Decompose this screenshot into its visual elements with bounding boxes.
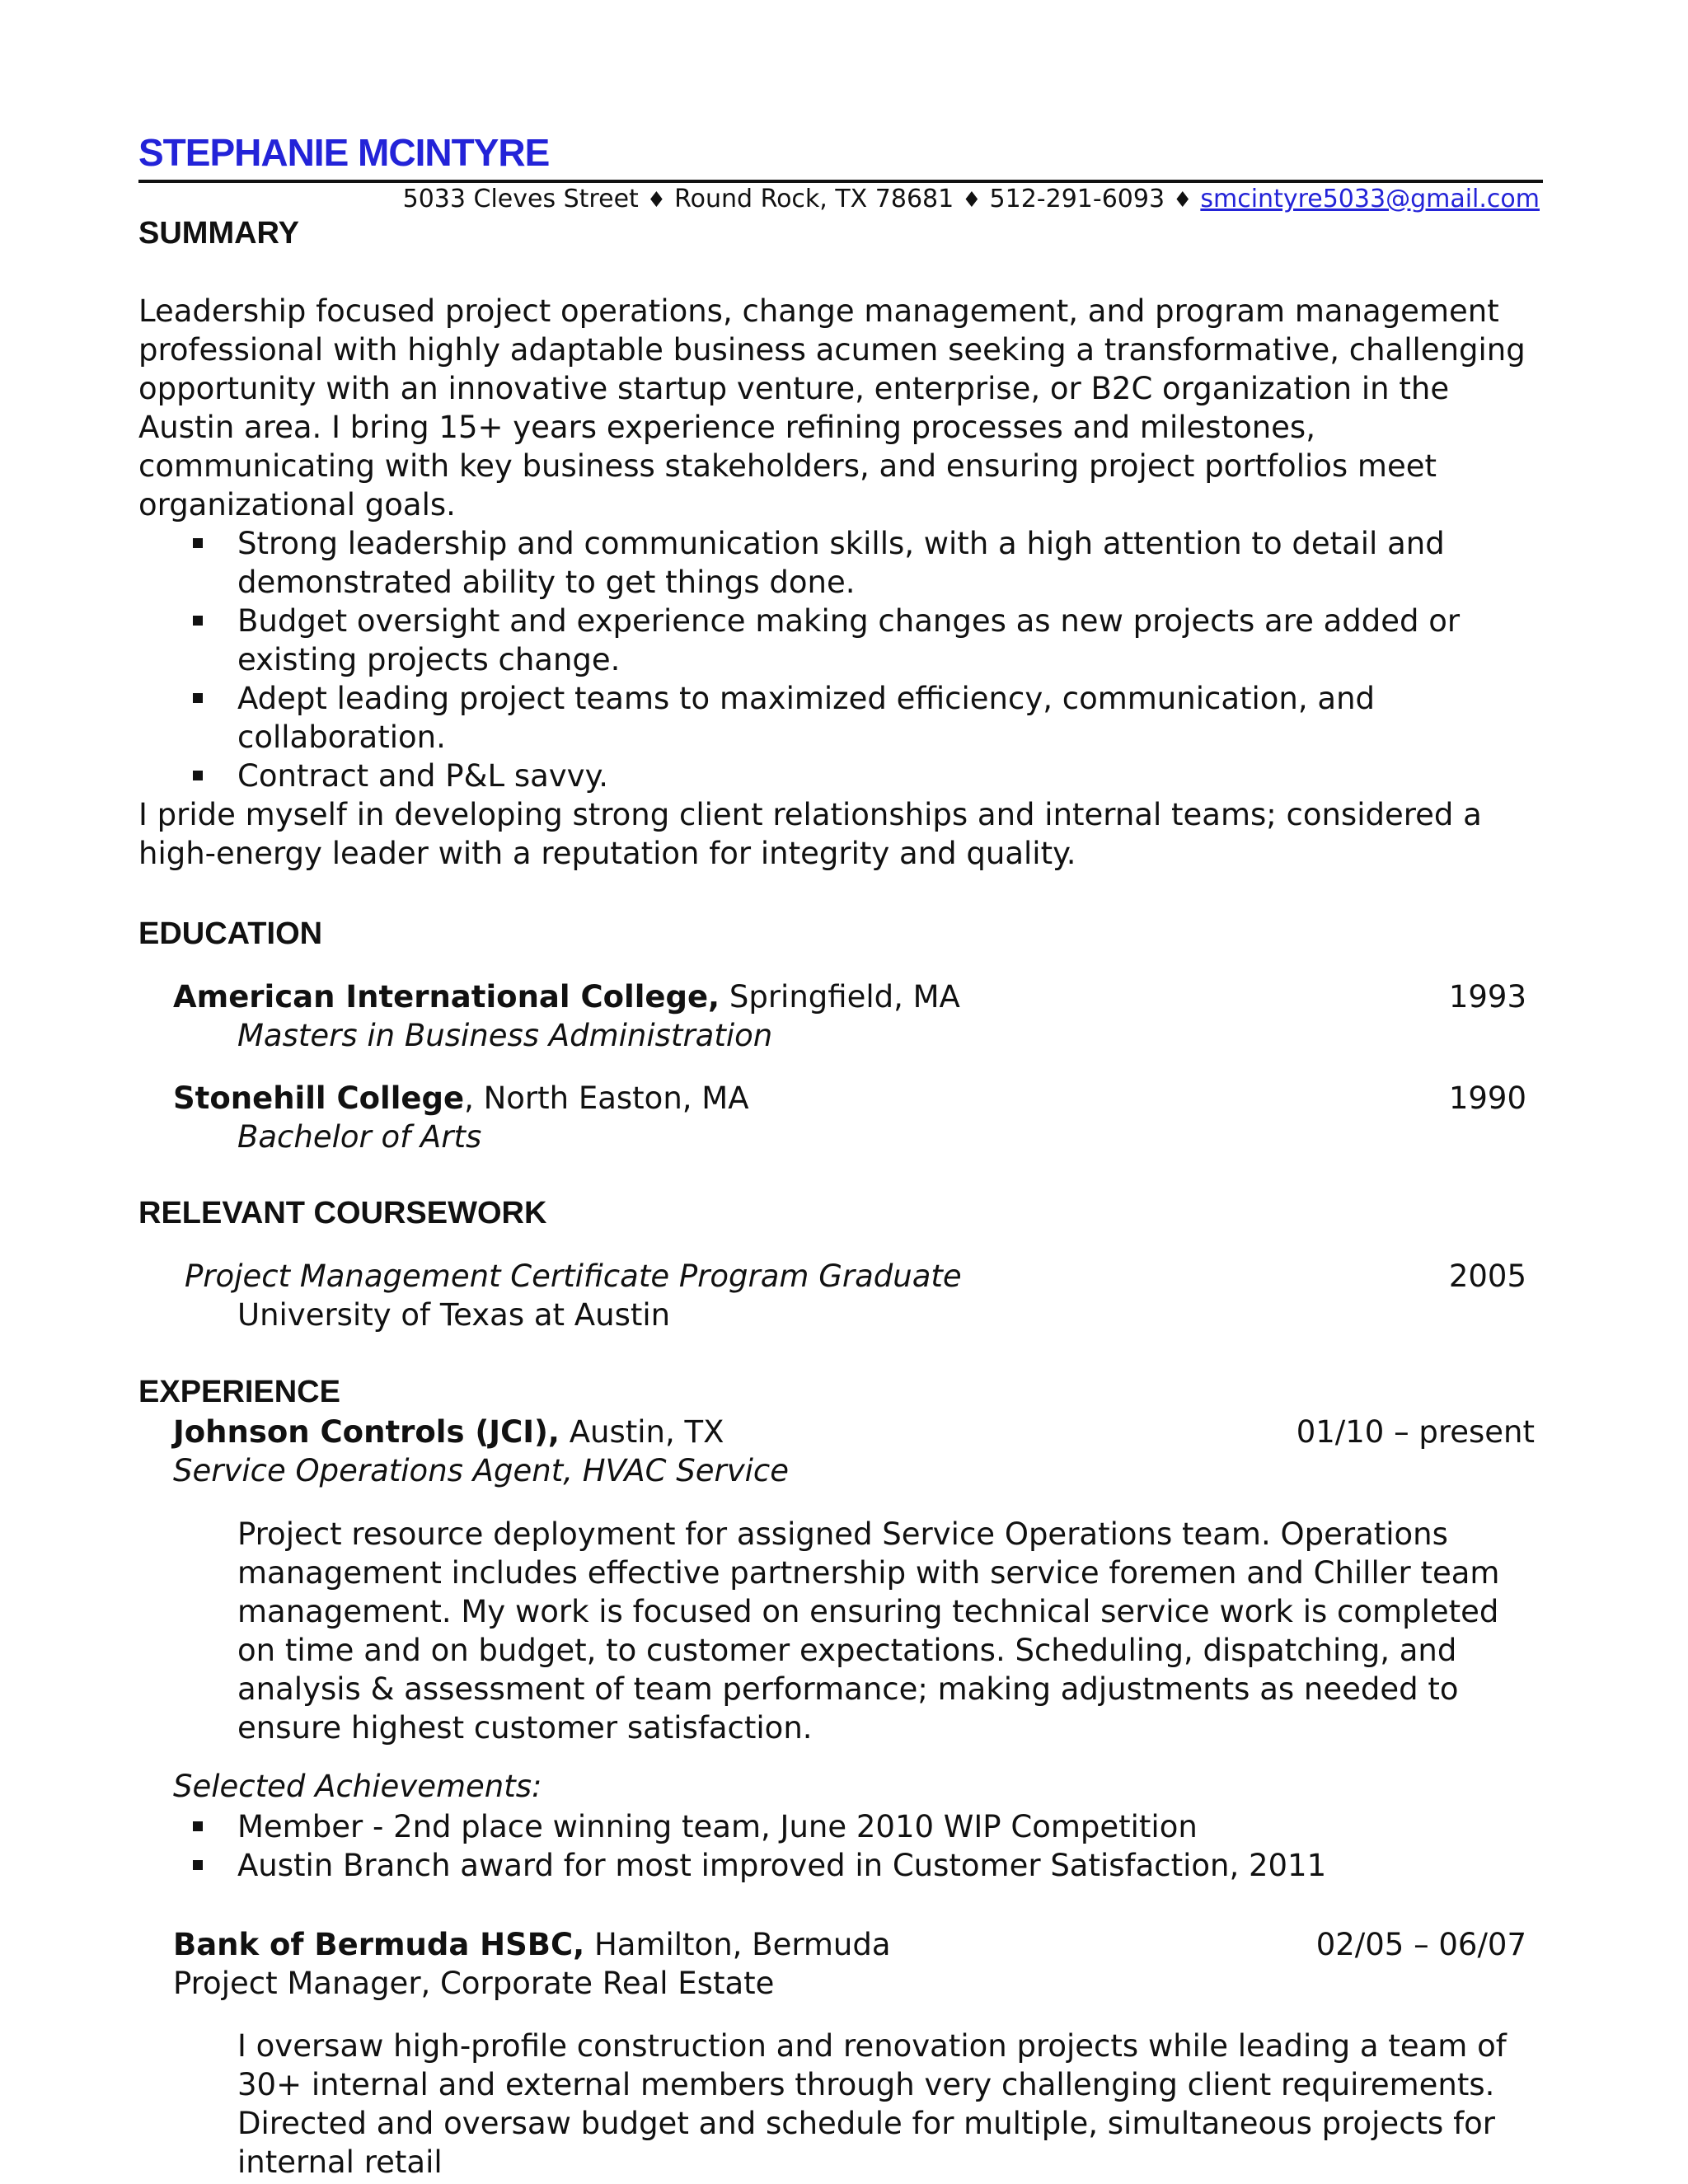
address: 5033 Cleves Street [402,185,639,213]
diamond-separator-icon: ♦ [1173,188,1193,213]
contact-line [403,185,1540,213]
header-rule [138,180,1543,183]
bullet-square-icon [193,1821,203,1831]
job-dates: 01/10 – present [1296,1414,1535,1450]
coursework-title: Project Management Certificate Program Graduate [185,1258,962,1294]
candidate-name: STEPHANIE MCINTYRE [138,131,550,174]
list-item: Budget oversight and experience making changes as new projects are added or existing projects change. [138,602,1564,679]
company-name: Bank of Bermuda HSBC, [173,1927,585,1962]
list-item: Adept leading project teams to maximized efficiency, communication, and collaboration. [138,679,1564,757]
summary-closing: I pride myself in developing strong client relationships and internal teams; considered a high-energy leader with a reputation for integrity and quality. [138,797,1482,871]
diamond-separator-icon: ♦ [646,188,667,213]
summary-intro: Leadership focused project operations, change management, and program management professional with highly adaptable business acumen seeking a transformative, challenging opportunity with an innovative startup venture, enterprise, or B2C organization in the Austin area. I bring 15+ years experience refining processes and milestones, communicating with key business stakeholders, and ensuring project portfolios meet organizational goals. [138,293,1526,523]
degree: Masters in Business Administration [237,1018,773,1053]
bullet-square-icon [193,771,203,780]
list-item: Austin Branch award for most improved in Customer Satisfaction, 2011 [138,1846,1564,1885]
list-item: Strong leadership and communication skills, with a high attention to detail and demonstrated ability to get things done. [138,524,1564,602]
bullet-square-icon [193,616,203,626]
achievements-list [138,1807,1564,1885]
education-item [173,1079,1526,1118]
school-name: Stonehill College [173,1080,465,1116]
job-dates: 02/05 – 06/07 [1315,1927,1526,1962]
company-name: Johnson Controls (JCI), [173,1414,560,1450]
bullet-square-icon [193,1860,203,1870]
coursework-heading: RELEVANT COURSEWORK [138,1196,547,1230]
diamond-separator-icon: ♦ [962,188,982,213]
phone: 512-291-6093 [989,185,1165,213]
school-location: Springfield, MA [720,979,960,1015]
coursework-institution: University of Texas at Austin [237,1297,671,1333]
education-heading: EDUCATION [138,916,323,951]
job-description: I oversaw high-profile construction and renovation projects while leading a team of 30+ internal and external members through very challenging client requirements. Directed and oversaw budget and schedule for multiple, simultaneous projects for internal retail [237,2028,1507,2180]
summary-bullets [138,524,1564,795]
job-header [173,1413,1535,1451]
coursework-year: 2005 [1448,1258,1526,1294]
city: Round Rock, TX 78681 [674,185,954,213]
bullet-square-icon [193,538,203,548]
graduation-year: 1993 [1448,979,1526,1015]
list-item: Contract and P&L savvy. [138,757,1564,795]
company-location: Austin, TX [559,1414,724,1450]
job-description: Project resource deployment for assigned Service Operations team. Operations management includes effective partnership with service foremen and Chiller team management. My work is focused on ensuring technical service work is completed on time and on budget, to customer expectations. Scheduling, dispatching, and analysis & assessment of team performance; making adjustments as needed to ensure highest customer satisfaction. [237,1516,1500,1746]
job-header [173,1925,1526,1964]
school-location: , North Easton, MA [464,1080,749,1116]
school-name: American International College, [173,979,720,1015]
graduation-year: 1990 [1448,1080,1526,1116]
job-title: Project Manager, Corporate Real Estate [173,1966,775,2001]
list-item: Member - 2nd place winning team, June 2010 WIP Competition [138,1807,1564,1846]
education-item [173,977,1526,1016]
bullet-square-icon [193,693,203,703]
summary-heading: SUMMARY [138,216,299,251]
email-link[interactable]: smcintyre5033@gmail.com [1200,185,1540,213]
achievements-label: Selected Achievements: [173,1769,542,1804]
job-title: Service Operations Agent, HVAC Service [173,1453,789,1488]
coursework-item [185,1257,1526,1296]
degree: Bachelor of Arts [237,1119,482,1155]
company-location: Hamilton, Bermuda [584,1927,891,1962]
experience-heading: EXPERIENCE [138,1375,340,1409]
